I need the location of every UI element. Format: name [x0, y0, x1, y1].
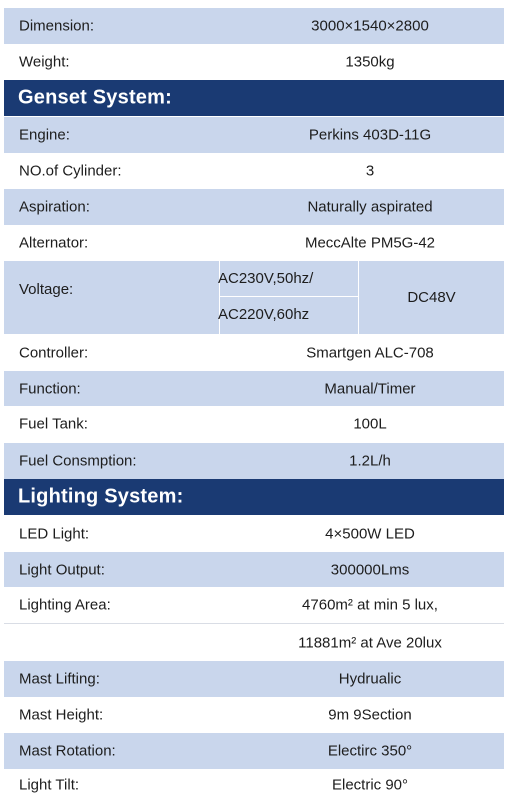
spec-label: Voltage: [19, 281, 74, 298]
spec-label: Controller: [19, 344, 89, 362]
spec-value: 3 [365, 162, 375, 180]
spec-row-weight [4, 44, 504, 80]
spec-row-light-tilt [4, 769, 504, 800]
spec-label: Engine: [19, 126, 70, 144]
spec-value: Hydrualic [338, 670, 402, 688]
spec-row-lighting-area-continued [4, 624, 504, 661]
spec-label: Function: [19, 380, 81, 397]
section-title: Genset System: [18, 86, 172, 109]
spec-value: Perkins 403D-11G [308, 126, 432, 144]
spec-value: MeccAlte PM5G-42 [304, 234, 436, 251]
spec-value: 11881m² at Ave 20lux [298, 634, 442, 651]
spec-value: Naturally aspirated [307, 198, 433, 216]
spec-label: Fuel Consmption: [19, 452, 137, 470]
spec-value: 4760m² at min 5 lux, [302, 596, 438, 614]
spec-row-fuel-tank [4, 406, 504, 442]
spec-label: Alternator: [19, 234, 89, 251]
spec-value: 1350kg [345, 53, 395, 71]
spec-label: Mast Rotation: [19, 742, 116, 760]
spec-row-led-light [4, 516, 504, 552]
spec-row-alternator [4, 225, 504, 260]
spec-value: 9m 9Section [328, 706, 412, 724]
spec-value: Electric 90° [331, 776, 409, 793]
section-header-genset [4, 80, 504, 116]
spec-row-controller [4, 335, 504, 371]
spec-row-voltage [4, 261, 504, 334]
spec-label: Mast Lifting: [19, 670, 100, 688]
spec-label: Fuel Tank: [19, 415, 88, 433]
cell-divider [219, 296, 359, 297]
section-title: Lighting System: [18, 485, 184, 508]
spec-label: LED Light: [19, 525, 90, 543]
spec-row-light-output [4, 552, 504, 587]
spec-label: Light Tilt: [19, 776, 80, 793]
spec-label: Dimension: [19, 17, 95, 35]
section-header-lighting [4, 479, 504, 515]
spec-row-lighting-area [4, 587, 504, 624]
spec-value: 3000×1540×2800 [311, 17, 429, 35]
spec-label: Light Output: [19, 561, 105, 578]
spec-row-dimension [4, 8, 504, 44]
spec-row-mast-height [4, 697, 504, 733]
spec-value: Electirc 350° [327, 742, 413, 760]
spec-row-engine [4, 117, 504, 153]
spec-row-function [4, 371, 504, 406]
spec-row-fuel-consumption [4, 443, 504, 479]
spec-value: Smartgen ALC-708 [306, 344, 434, 362]
spec-value: 1.2L/h [349, 452, 391, 470]
spec-row-aspiration [4, 189, 504, 225]
spec-value: 300000Lms [330, 561, 410, 578]
voltage-ac-line2: AC220V,60hz [218, 306, 310, 323]
spec-label: Mast Height: [19, 706, 104, 724]
spec-row-mast-lifting [4, 661, 504, 697]
spec-value: Manual/Timer [324, 380, 416, 397]
spec-value: 100L [353, 415, 387, 433]
spec-row-cylinder [4, 153, 504, 189]
voltage-dc: DC48V [407, 289, 456, 306]
spec-row-mast-rotation [4, 733, 504, 769]
voltage-ac-line1: AC230V,50hz/ [218, 270, 314, 287]
spec-label: Lighting Area: [19, 596, 111, 614]
spec-value: 4×500W LED [325, 525, 415, 543]
spec-label: Weight: [19, 53, 70, 71]
spec-label: NO.of Cylinder: [19, 162, 122, 180]
spec-label: Aspiration: [19, 198, 90, 216]
